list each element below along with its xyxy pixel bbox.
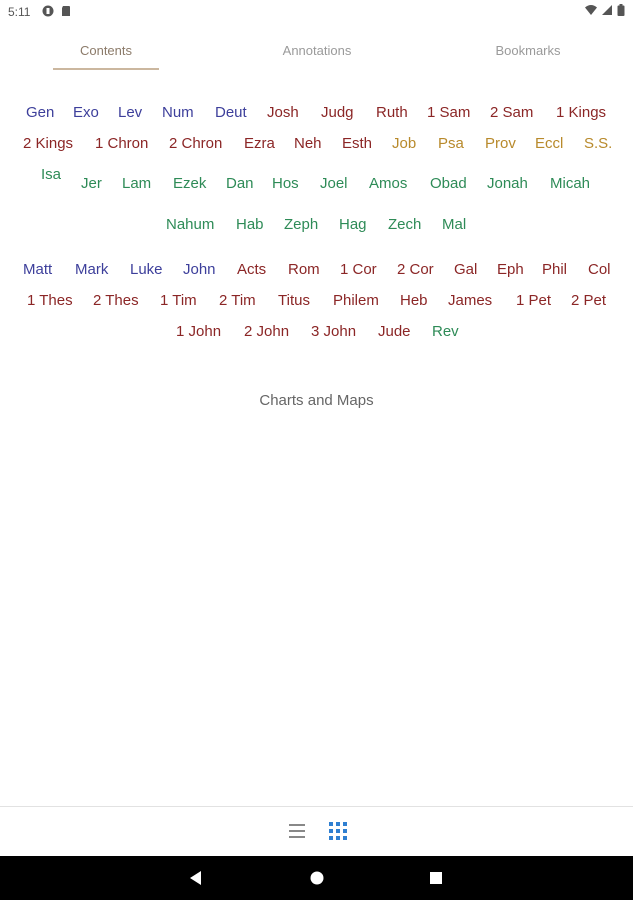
home-icon[interactable] <box>307 868 327 888</box>
book-nahum[interactable]: Nahum <box>166 216 215 233</box>
book-hab[interactable]: Hab <box>236 216 264 233</box>
book-1-cor[interactable]: 1 Cor <box>340 261 377 278</box>
charts-and-maps-link[interactable]: Charts and Maps <box>259 392 374 409</box>
status-icons-right <box>585 4 625 16</box>
tab-annotations[interactable]: Annotations <box>282 43 352 58</box>
book-song-of-songs[interactable]: S.S. <box>584 135 613 152</box>
book-ezra[interactable]: Ezra <box>244 135 275 152</box>
book-num[interactable]: Num <box>162 104 194 121</box>
book-titus[interactable]: Titus <box>278 292 310 309</box>
book-rom[interactable]: Rom <box>288 261 320 278</box>
book-phil[interactable]: Phil <box>542 261 568 278</box>
book-2-chron[interactable]: 2 Chron <box>169 135 223 152</box>
book-job[interactable]: Job <box>392 135 417 152</box>
book-judg[interactable]: Judg <box>321 104 354 121</box>
grid-view-icon[interactable] <box>326 819 350 843</box>
signal-icon <box>601 4 613 16</box>
book-mal[interactable]: Mal <box>442 216 467 233</box>
book-gal[interactable]: Gal <box>454 261 478 278</box>
book-rev[interactable]: Rev <box>432 323 459 340</box>
book-luke[interactable]: Luke <box>130 261 163 278</box>
book-gen[interactable]: Gen <box>26 104 55 121</box>
book-joel[interactable]: Joel <box>320 175 348 192</box>
book-matt[interactable]: Matt <box>23 261 53 278</box>
book-2-cor[interactable]: 2 Cor <box>397 261 434 278</box>
navigation-bar <box>0 856 633 900</box>
book-2-kings[interactable]: 2 Kings <box>23 135 74 152</box>
recents-icon[interactable] <box>426 868 446 888</box>
bottom-toolbar <box>0 807 633 855</box>
book-2-john[interactable]: 2 John <box>244 323 290 340</box>
book-jude[interactable]: Jude <box>378 323 411 340</box>
book-2-pet[interactable]: 2 Pet <box>571 292 607 309</box>
book-1-sam[interactable]: 1 Sam <box>427 104 471 121</box>
book-acts[interactable]: Acts <box>237 261 267 278</box>
book-lam[interactable]: Lam <box>122 175 152 192</box>
book-col[interactable]: Col <box>588 261 611 278</box>
tab-bookmarks[interactable]: Bookmarks <box>495 43 561 58</box>
book-1-thes[interactable]: 1 Thes <box>27 292 73 309</box>
wifi-icon <box>585 4 597 16</box>
book-psa[interactable]: Psa <box>438 135 464 152</box>
sd-card-icon <box>60 5 72 17</box>
book-1-tim[interactable]: 1 Tim <box>160 292 197 309</box>
book-1-kings[interactable]: 1 Kings <box>556 104 607 121</box>
book-obad[interactable]: Obad <box>430 175 467 192</box>
book-exo[interactable]: Exo <box>73 104 99 121</box>
book-lev[interactable]: Lev <box>118 104 143 121</box>
book-micah[interactable]: Micah <box>550 175 591 192</box>
book-dan[interactable]: Dan <box>226 175 254 192</box>
book-isa[interactable]: Isa <box>41 166 62 183</box>
book-1-john[interactable]: 1 John <box>176 323 222 340</box>
book-zeph[interactable]: Zeph <box>284 216 319 233</box>
book-jonah[interactable]: Jonah <box>487 175 528 192</box>
status-icons-left <box>42 5 72 17</box>
book-philem[interactable]: Philem <box>333 292 379 309</box>
status-time: 5:11 <box>8 5 31 19</box>
active-tab-indicator <box>53 68 159 70</box>
book-deut[interactable]: Deut <box>215 104 247 121</box>
battery-icon <box>617 4 625 16</box>
book-1-pet[interactable]: 1 Pet <box>516 292 552 309</box>
book-zech[interactable]: Zech <box>388 216 422 233</box>
book-eccl[interactable]: Eccl <box>535 135 564 152</box>
book-josh[interactable]: Josh <box>267 104 299 121</box>
tab-contents[interactable]: Contents <box>79 43 133 58</box>
book-eph[interactable]: Eph <box>497 261 524 278</box>
book-james[interactable]: James <box>448 292 493 309</box>
book-mark[interactable]: Mark <box>75 261 109 278</box>
book-1-chron[interactable]: 1 Chron <box>95 135 149 152</box>
book-amos[interactable]: Amos <box>369 175 408 192</box>
book-ezek[interactable]: Ezek <box>173 175 207 192</box>
book-3-john[interactable]: 3 John <box>311 323 357 340</box>
status-bar <box>0 0 633 24</box>
book-heb[interactable]: Heb <box>400 292 428 309</box>
book-2-tim[interactable]: 2 Tim <box>219 292 256 309</box>
book-john[interactable]: John <box>183 261 216 278</box>
book-2-thes[interactable]: 2 Thes <box>93 292 139 309</box>
book-2-sam[interactable]: 2 Sam <box>490 104 534 121</box>
back-icon[interactable] <box>186 868 206 888</box>
book-esth[interactable]: Esth <box>342 135 373 152</box>
vpn-status-icon <box>42 5 54 17</box>
book-prov[interactable]: Prov <box>485 135 516 152</box>
book-jer[interactable]: Jer <box>81 175 102 192</box>
book-neh[interactable]: Neh <box>294 135 322 152</box>
tab-bar <box>0 36 633 70</box>
book-hos[interactable]: Hos <box>272 175 299 192</box>
book-hag[interactable]: Hag <box>339 216 367 233</box>
list-view-icon[interactable] <box>285 819 309 843</box>
book-ruth[interactable]: Ruth <box>376 104 408 121</box>
